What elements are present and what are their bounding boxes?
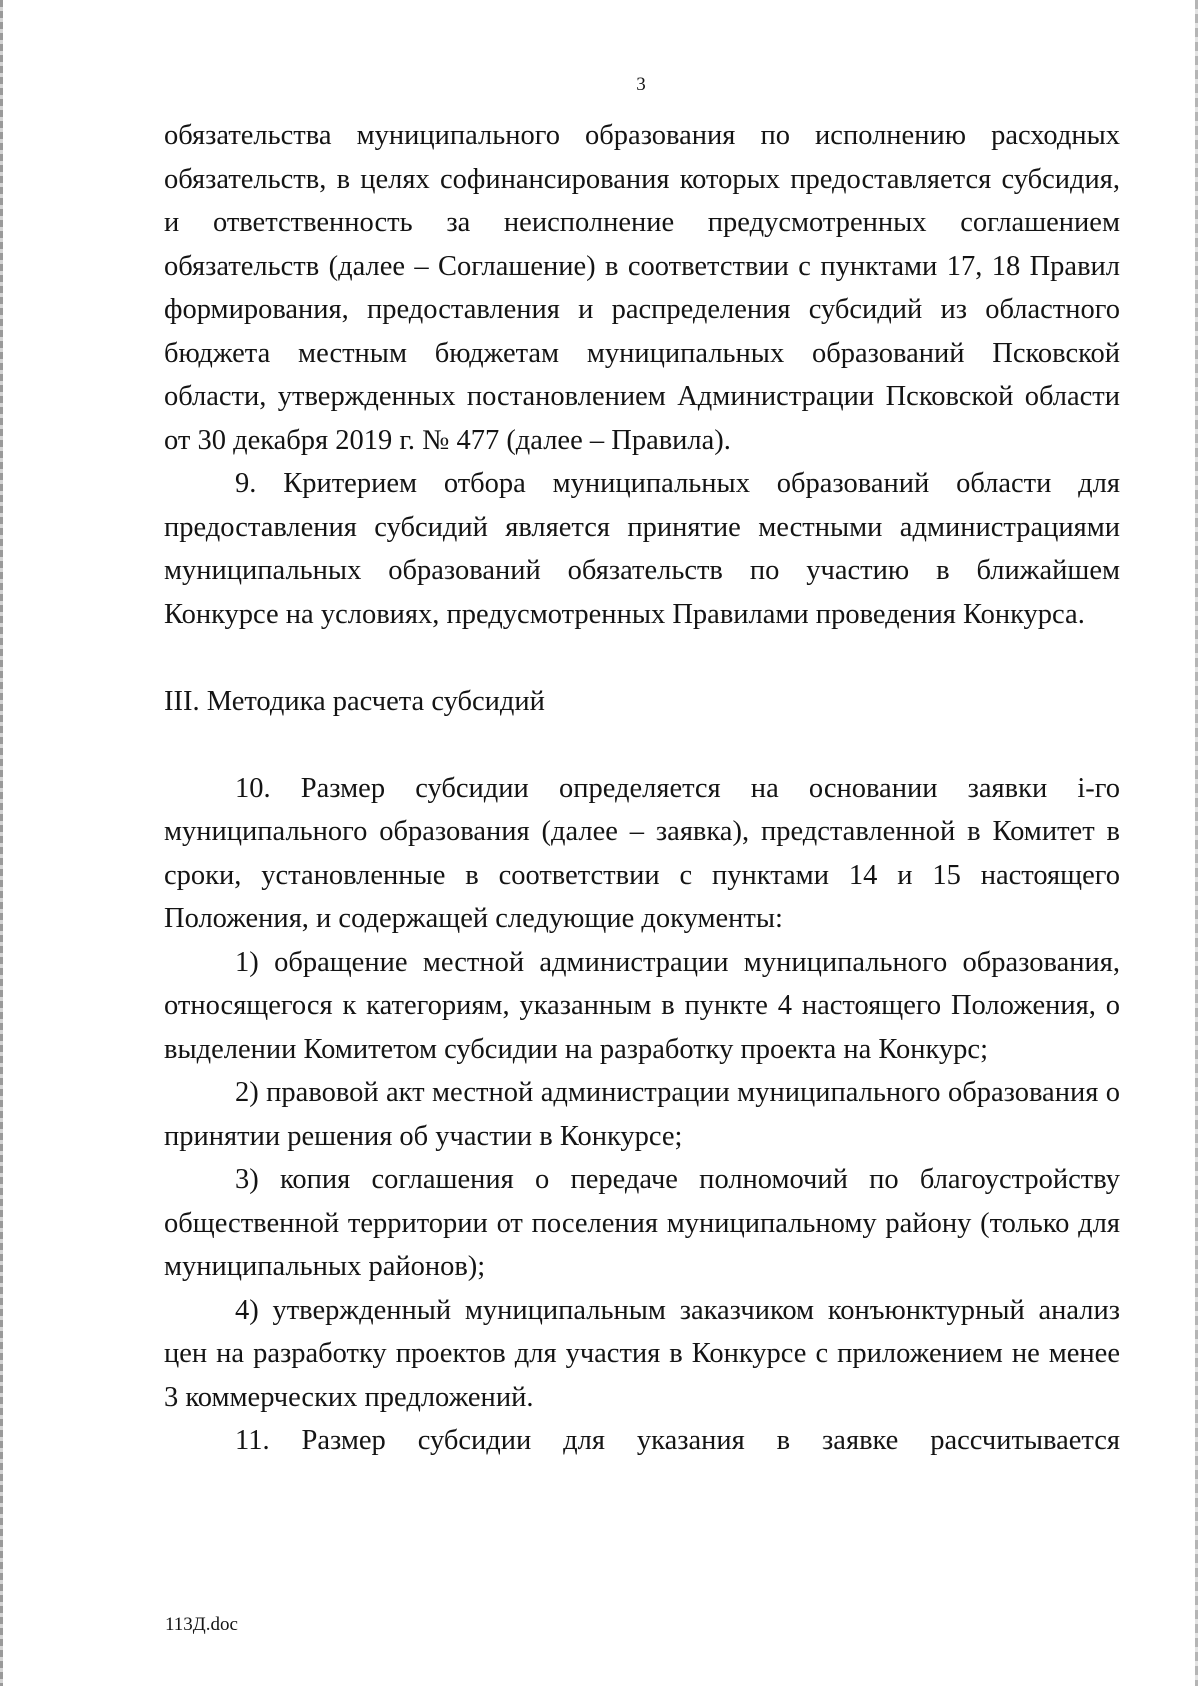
paragraph-intro: обязательства муниципального образования по исполнению расходных обязательств, в целях софинансирования которых предоставляется субсидия, и ответственность за неисполнение предусмотренных соглашением обязательств (далее – Соглашение) в соответствии с пунктами 17, 18 Правил формирования, предоставления и распределения субсидий из областного бюджета местным бюджетам муниципальных образований Псковской области, утвержденных постановлением Администрации Псковской области от 30 декабря 2019 г. № 477 (далее – Правила). [164, 120, 1120, 456]
footer-filename: 113Д.doc [165, 1614, 238, 1635]
paragraph-9: 9. Критерием отбора муниципальных образований области для предоставления субсидий является принятие местными администрациями муниципальных образований обязательств по участию в ближайшем Конкурсе на условиях, предусмотренных Правилами проведения Конкурса. [164, 468, 1120, 630]
list-item-3: 3) копия соглашения о передаче полномочий по благоустройству общественной территории от поселения муниципальному району (только для муниципальных районов); [164, 1164, 1120, 1282]
page-number: 3 [636, 74, 646, 95]
section-heading: III. Методика расчета субсидий [164, 686, 545, 717]
scan-edge-right [1195, 0, 1198, 1686]
list-item-4: 4) утвержденный муниципальным заказчиком конъюнктурный анализ цен на разработку проектов для участия в Конкурсе с приложением не менее 3 коммерческих предложений. [164, 1294, 1120, 1413]
list-item-2: 2) правовой акт местной администрации муниципального образования о принятии решения об участии в Конкурсе; [164, 1077, 1120, 1152]
document-body [164, 114, 1120, 1463]
scan-edge-left [0, 0, 3, 1686]
list-item-1: 1) обращение местной администрации муниципального образования, относящегося к категориям, указанным в пункте 4 настоящего Положения, о выделении Комитетом субсидии на разработку проекта на Конкурс; [164, 946, 1120, 1065]
paragraph-10: 10. Размер субсидии определяется на основании заявки i-го муниципального образования (далее – заявка), представленной в Комитет в сроки, установленные в соответствии с пунктами 14 и 15 настоящего Положения, и содержащей следующие документы: [164, 772, 1120, 934]
paragraph-11: 11. Размер субсидии для указания в заявке рассчитывается [235, 1425, 1120, 1456]
